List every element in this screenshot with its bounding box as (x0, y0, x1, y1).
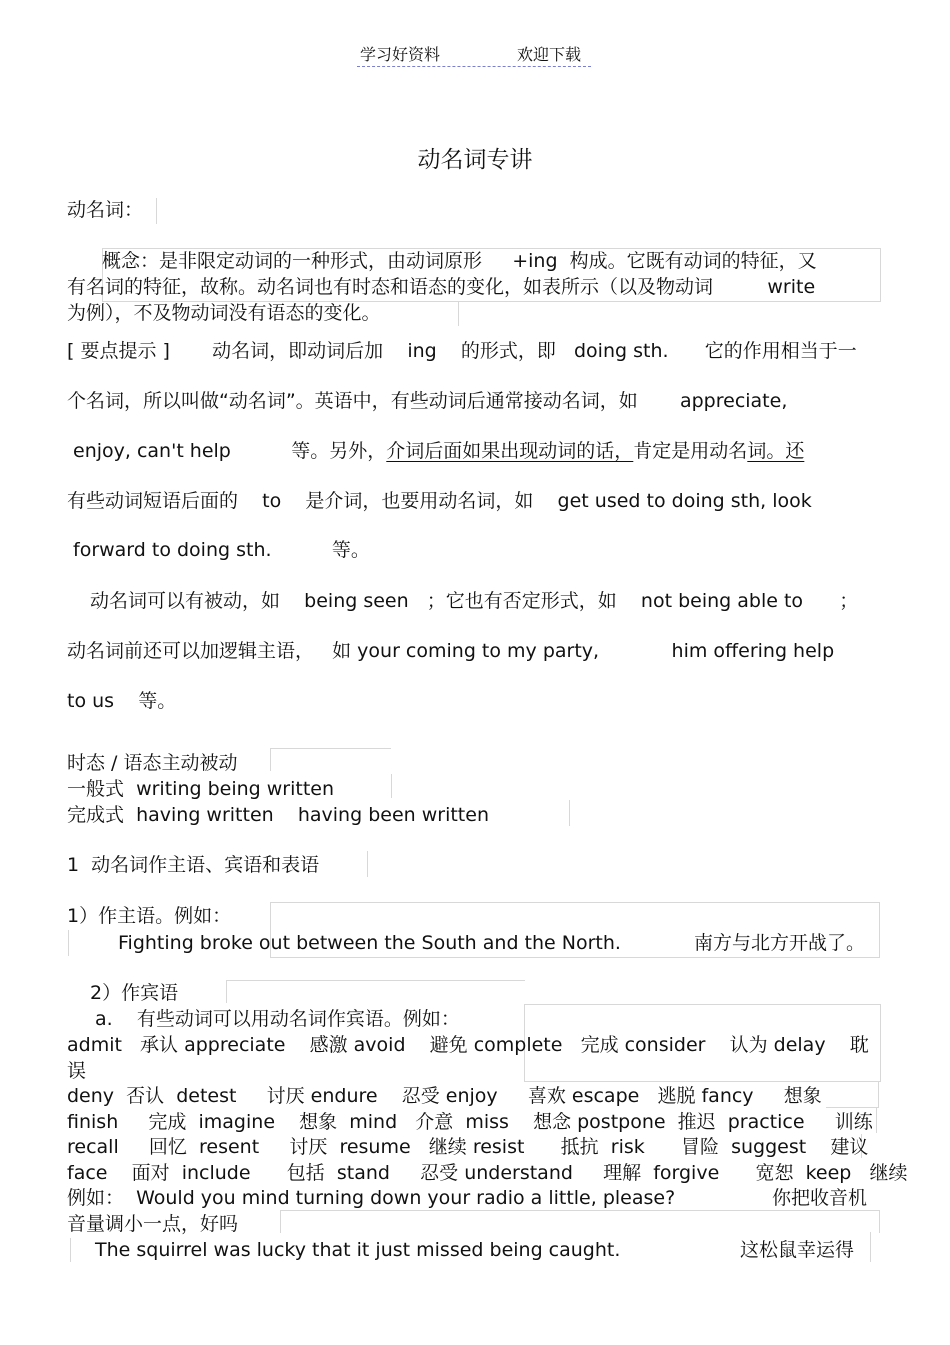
verb-list-line: 误 (67, 1060, 87, 1082)
subject-example-cn: 南方与北方开战了。 (694, 932, 866, 954)
frame-line (569, 800, 570, 826)
object-example-2-cn: 这松鼠幸运得 (740, 1239, 855, 1261)
concept-line-1: 概念：是非限定动词的一种形式，由动词原形 +ing 构成。它既有动词的特征，又 (102, 250, 817, 272)
subject-label: 1）作主语。例如： (67, 905, 232, 927)
frame-box (826, 1081, 879, 1108)
subject-example-en: Fighting broke out between the South and the North. (118, 932, 621, 954)
frame-box (280, 1210, 880, 1233)
concept-line-2: 有名词的特征，故称。动名词也有时态和语态的变化，如表所示（以及物动词 write (67, 276, 816, 298)
object-example-1-cont: 音量调小一点，好吗 (67, 1213, 239, 1235)
frame-line (68, 930, 69, 956)
tip-line-8: to us 等。 (67, 690, 177, 712)
verb-list-line: admit 承认 appreciate 感激 avoid 避免 complete 完成 consider 认为 delay 耽 (67, 1034, 869, 1056)
table-row-perfect: 完成式 having written having been written (67, 804, 489, 826)
table-header: 时态 / 语态主动被动 (67, 752, 238, 774)
tip-underlined-text-2: 词。还 (747, 440, 805, 462)
frame-line (876, 1107, 877, 1133)
header-right-text: 欢迎下载 (517, 45, 582, 64)
page-header (357, 42, 591, 67)
table-row-simple: 一般式 writing being written (67, 778, 335, 800)
tip-line-2: 个名词，所以叫做“动名词”。英语中，有些动词后通常接动名词，如 appreciate, (67, 390, 788, 412)
concept-line-3: 为例），不及物动词没有语态的变化。 (67, 302, 381, 324)
verb-list-line: face 面对 include 包括 stand 忍受 understand 理解 forgive 宽恕 keep 继续 (67, 1162, 908, 1184)
section-label: 动名词： (67, 199, 144, 221)
tip-line-5: forward to doing sth. 等。 (73, 539, 370, 561)
object-a-label: a. 有些动词可以用动名词作宾语。例如： (95, 1008, 460, 1030)
frame-line (70, 1238, 71, 1262)
tip-line-7: 动名词前还可以加逻辑主语， 如 your coming to my party, him offering help (67, 640, 835, 662)
tip-line-3 (73, 439, 804, 463)
frame-box (226, 980, 525, 1003)
object-example-1-en: 例如： Would you mind turning down your radio a little, please? (67, 1187, 676, 1209)
verb-list-line: deny 否认 detest 讨厌 endure 忍受 enjoy 喜欢 escape 逃脱 fancy 想象 (67, 1085, 822, 1107)
verb-list-line: recall 回忆 resent 讨厌 resume 继续 resist 抵抗 risk 冒险 suggest 建议 (67, 1136, 869, 1158)
tip-line-4: 有些动词短语后面的 to 是介词，也要用动名词，如 get used to doing sth, look (67, 490, 812, 512)
object-example-2-en: The squirrel was lucky that it just missed being caught. (95, 1239, 621, 1261)
page-title: 动名词专讲 (417, 147, 533, 173)
frame-line (391, 774, 392, 798)
frame-line (870, 1232, 871, 1262)
object-example-1-cn: 你把收音机 (772, 1187, 868, 1209)
section-heading-1: 1 动名词作主语、宾语和表语 (67, 854, 320, 876)
frame-box (270, 748, 391, 771)
object-label: 2）作宾语 (90, 982, 179, 1004)
tip-underlined-text: 介词后面如果出现动词的话， (386, 440, 634, 462)
header-left-text: 学习好资料 (360, 45, 441, 64)
frame-line (367, 851, 368, 877)
tip-line-3-b: 肯定是用动名 (633, 440, 748, 462)
tip-line-1: [ 要点提示 ] 动名词，即动词后加 ing 的形式，即 doing sth. 它的作用相当于一 (67, 340, 857, 362)
frame-line (458, 302, 459, 326)
tip-line-3-a: enjoy, can't help 等。另外， (73, 440, 387, 462)
frame-line (156, 198, 157, 224)
tip-line-6: 动名词可以有被动，如 being seen ；它也有否定形式，如 not being able to ； (90, 590, 859, 612)
verb-list-line: finish 完成 imagine 想象 mind 介意 miss 想念 postpone 推迟 practice 训练 (67, 1111, 873, 1133)
